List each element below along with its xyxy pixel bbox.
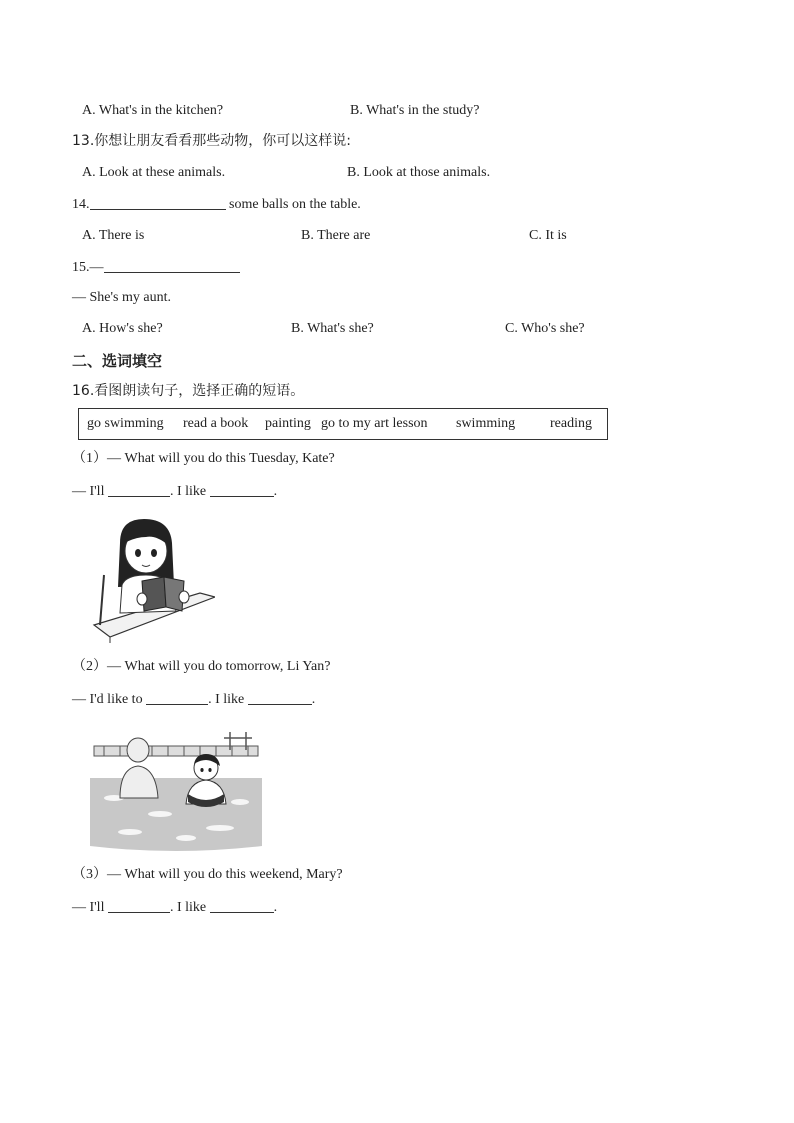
q14-blank (90, 195, 226, 210)
word-read-a-book: read a book (183, 416, 249, 431)
word-bank (78, 408, 608, 440)
word-painting: painting (265, 416, 311, 431)
q16-p3-answer-mid: . I like (169, 900, 207, 915)
q14-option-c: C. It is (529, 228, 567, 243)
q12-option-a: A. What's in the kitchen? (82, 103, 224, 118)
q14-stem (72, 195, 361, 214)
girl-reading-image (90, 515, 215, 643)
q16-p3-blank-2 (210, 898, 274, 913)
q15-option-b: B. What's she? (291, 321, 374, 336)
q16-p2-blank-2 (248, 690, 312, 705)
q15-blank (104, 258, 240, 273)
q15-number: 15.— (72, 260, 104, 275)
q16-p2-blank-1 (146, 690, 208, 705)
word-go-swimming: go swimming (87, 416, 164, 431)
q15-stem (72, 258, 240, 277)
q15-answer: — She's my aunt. (72, 290, 171, 305)
section-title: 二、选词填空 (72, 352, 163, 370)
q14-rest: some balls on the table. (229, 197, 361, 212)
q16-p1-answer-end: . (273, 484, 278, 499)
q13-option-a: A. Look at these animals. (82, 165, 226, 180)
q16-p1-blank-1 (108, 482, 170, 497)
q13-stem: 13.你想让朋友看看那些动物，你可以这样说: (72, 133, 351, 149)
q16-p2-question: （2）— What will you do tomorrow, Li Yan? (72, 659, 331, 674)
q16-p1-blank-2 (210, 482, 274, 497)
children-swimming-image (90, 728, 262, 854)
q16-p3-answer (72, 898, 277, 917)
q12-option-b: B. What's in the study? (350, 103, 480, 118)
word-go-to-art-lesson: go to my art lesson (321, 416, 428, 431)
q14-number: 14. (72, 197, 90, 212)
q16-p2-answer-end: . (311, 692, 316, 707)
word-swimming: swimming (456, 416, 516, 431)
q16-p3-question: （3）— What will you do this weekend, Mary? (72, 867, 343, 882)
word-reading: reading (550, 416, 592, 431)
q16-p1-answer (72, 482, 277, 501)
q16-p3-answer-end: . (273, 900, 278, 915)
q14-option-a: A. There is (82, 228, 145, 243)
q16-p1-answer-start: — I'll (72, 484, 105, 499)
q13-option-b: B. Look at those animals. (347, 165, 491, 180)
q16-stem: 16.看图朗读句子，选择正确的短语。 (72, 383, 305, 399)
q16-p1-question: （1）— What will you do this Tuesday, Kate? (72, 451, 335, 466)
q16-p3-blank-1 (108, 898, 170, 913)
q16-p1-answer-mid: . I like (169, 484, 207, 499)
q16-p2-answer (72, 690, 315, 709)
q16-p2-answer-mid: . I like (208, 692, 245, 707)
q14-option-b: B. There are (301, 228, 371, 243)
q15-option-c: C. Who's she? (505, 321, 585, 336)
q15-option-a: A. How's she? (82, 321, 163, 336)
q16-p2-answer-start: — I'd like to (72, 692, 143, 707)
q16-p3-answer-start: — I'll (72, 900, 105, 915)
